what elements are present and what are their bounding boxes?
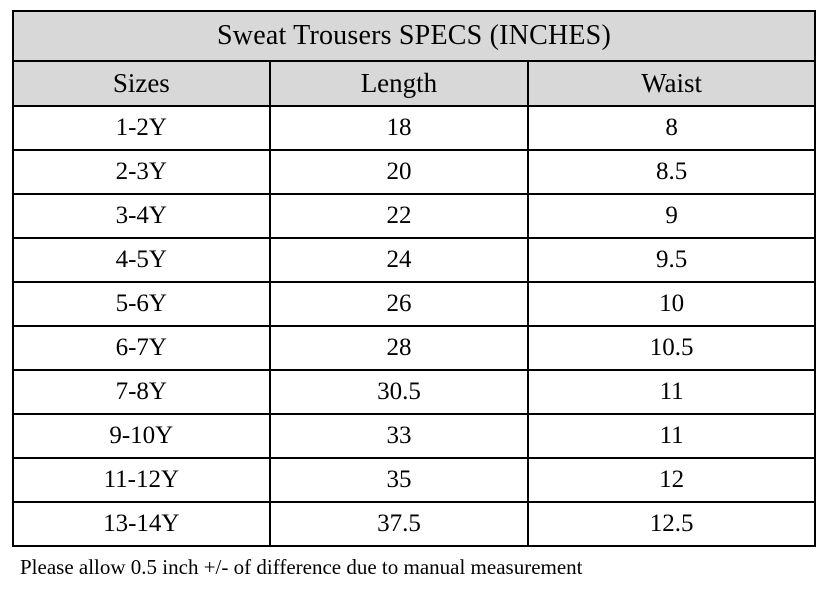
cell-length: 30.5: [270, 370, 529, 414]
size-chart-page: [0, 10, 828, 614]
cell-size: 3-4Y: [13, 194, 270, 238]
cell-waist: 8: [528, 106, 815, 150]
cell-length: 28: [270, 326, 529, 370]
table-row: [13, 370, 815, 414]
cell-length: 20: [270, 150, 529, 194]
table-title-row: [13, 11, 815, 61]
cell-waist: 11: [528, 370, 815, 414]
cell-size: 13-14Y: [13, 502, 270, 546]
cell-waist: 11: [528, 414, 815, 458]
measurement-note: Please allow 0.5 inch +/- of difference due to manual measurement: [20, 555, 583, 579]
table-row: [13, 458, 815, 502]
table-row: [13, 106, 815, 150]
cell-length: 24: [270, 238, 529, 282]
table-row: [13, 326, 815, 370]
cell-waist: 12: [528, 458, 815, 502]
cell-waist: 10: [528, 282, 815, 326]
table-row: [13, 194, 815, 238]
cell-size: 11-12Y: [13, 458, 270, 502]
cell-waist: 8.5: [528, 150, 815, 194]
table-row: [13, 414, 815, 458]
table-row: [13, 150, 815, 194]
cell-size: 2-3Y: [13, 150, 270, 194]
table-header-row: [13, 61, 815, 106]
column-header-sizes: Sizes: [13, 61, 270, 106]
table-row: [13, 502, 815, 546]
cell-waist: 10.5: [528, 326, 815, 370]
cell-length: 35: [270, 458, 529, 502]
table-body: [13, 106, 815, 546]
cell-length: 18: [270, 106, 529, 150]
cell-length: 33: [270, 414, 529, 458]
table-row: [13, 282, 815, 326]
cell-size: 4-5Y: [13, 238, 270, 282]
table-title: Sweat Trousers SPECS (INCHES): [13, 11, 815, 61]
cell-length: 37.5: [270, 502, 529, 546]
cell-waist: 12.5: [528, 502, 815, 546]
cell-length: 26: [270, 282, 529, 326]
cell-size: 6-7Y: [13, 326, 270, 370]
cell-waist: 9: [528, 194, 815, 238]
cell-size: 9-10Y: [13, 414, 270, 458]
cell-size: 7-8Y: [13, 370, 270, 414]
table-row: [13, 238, 815, 282]
cell-size: 1-2Y: [13, 106, 270, 150]
cell-size: 5-6Y: [13, 282, 270, 326]
cell-length: 22: [270, 194, 529, 238]
specs-table: [12, 10, 816, 547]
cell-waist: 9.5: [528, 238, 815, 282]
column-header-waist: Waist: [528, 61, 815, 106]
column-header-length: Length: [270, 61, 529, 106]
